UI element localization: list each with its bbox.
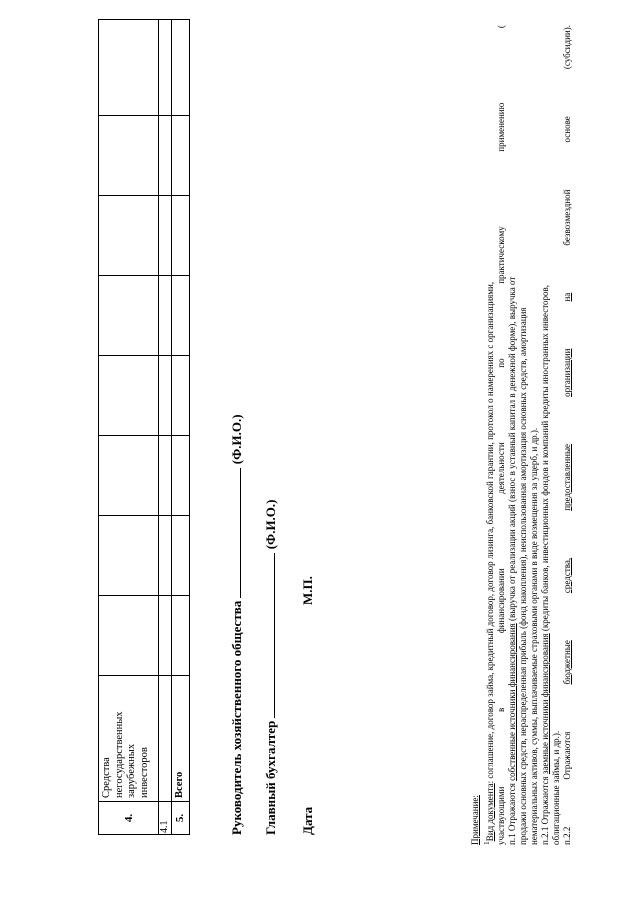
table-cell — [172, 596, 190, 676]
row-label: Средства негосударственных зарубежных инвесторов — [99, 676, 159, 802]
row-number: 4.1 — [159, 802, 172, 835]
table-cell — [99, 196, 159, 276]
note-line-1: $^1$Вид документа: соглашение, договор займа, кредитный договор, договор лизинга, банковской гарантии, протокол о намерениях с организациями, — [482, 281, 495, 845]
notes-section — [470, 25, 573, 845]
signature-blank — [262, 553, 275, 718]
note-line-2: участвующими в финансировании деятельности по практическому применению ( — [496, 25, 506, 845]
table-cell — [172, 196, 190, 276]
financing-table — [98, 19, 190, 835]
table-cell — [159, 596, 172, 676]
date-label: Дата — [300, 806, 315, 835]
table-cell — [99, 276, 159, 356]
accountant-fio: (Ф.И.О.) — [263, 499, 278, 550]
table-cell — [99, 516, 159, 596]
table-cell — [99, 20, 159, 116]
signature-blank — [228, 468, 241, 598]
head-signature-line — [228, 414, 245, 835]
table-cell — [159, 20, 172, 116]
note-line-4: продажи основных средств, нераспределенная прибыль (фонд накопления), неиспользованная амортизация основных средств, амортизация — [518, 307, 528, 845]
table-cell — [159, 276, 172, 356]
table-cell — [172, 516, 190, 596]
note-line-7: облигационные займы, и др.). — [551, 730, 561, 845]
note-line-5: нематериальных активов, суммы, выплачиваемые страховыми органами в виде возмещения за ущерб, и др.). — [529, 427, 539, 845]
note-line-8: п.2.2 Отражаются бюджетные средства, предоставленные организации на безвозмездной основе (субсидии). — [562, 25, 572, 845]
table-cell — [172, 276, 190, 356]
table-cell — [99, 356, 159, 436]
note-line-6: п.2.1 Отражаются заемные источники финансирования (кредиты банков, инвестиционных фондов и компаний кредиты иностранных инвесторов, — [540, 284, 550, 845]
table-cell — [159, 116, 172, 196]
table-cell — [159, 516, 172, 596]
table-row-5 — [172, 20, 190, 835]
table-cell — [99, 596, 159, 676]
table-cell — [172, 116, 190, 196]
table-row-4-1 — [159, 20, 172, 835]
row-number: 5. — [172, 802, 190, 835]
table-cell — [159, 196, 172, 276]
stamp-label: М.П. — [300, 576, 315, 605]
accountant-label: Главный бухгалтер — [263, 720, 278, 835]
row-label: Всего — [172, 676, 190, 802]
table-cell — [172, 20, 190, 116]
table-cell — [99, 436, 159, 516]
table-cell — [159, 356, 172, 436]
table-cell — [172, 436, 190, 516]
table-cell — [172, 356, 190, 436]
table-row-4 — [99, 20, 159, 835]
table-cell — [159, 436, 172, 516]
notes-heading: Примечание: — [470, 795, 480, 845]
note-line-3: п.1 Отражаются собственные источники финансирования (выручка от реализации акций (взнос в уставный капитал в денежной форме), выручка от — [507, 276, 517, 845]
table-cell — [159, 676, 172, 802]
head-fio: (Ф.И.О.) — [229, 414, 244, 465]
row-number: 4. — [99, 802, 159, 835]
head-label: Руководитель хозяйственного общества — [229, 600, 244, 835]
table-cell — [99, 116, 159, 196]
accountant-signature-line — [262, 499, 279, 835]
